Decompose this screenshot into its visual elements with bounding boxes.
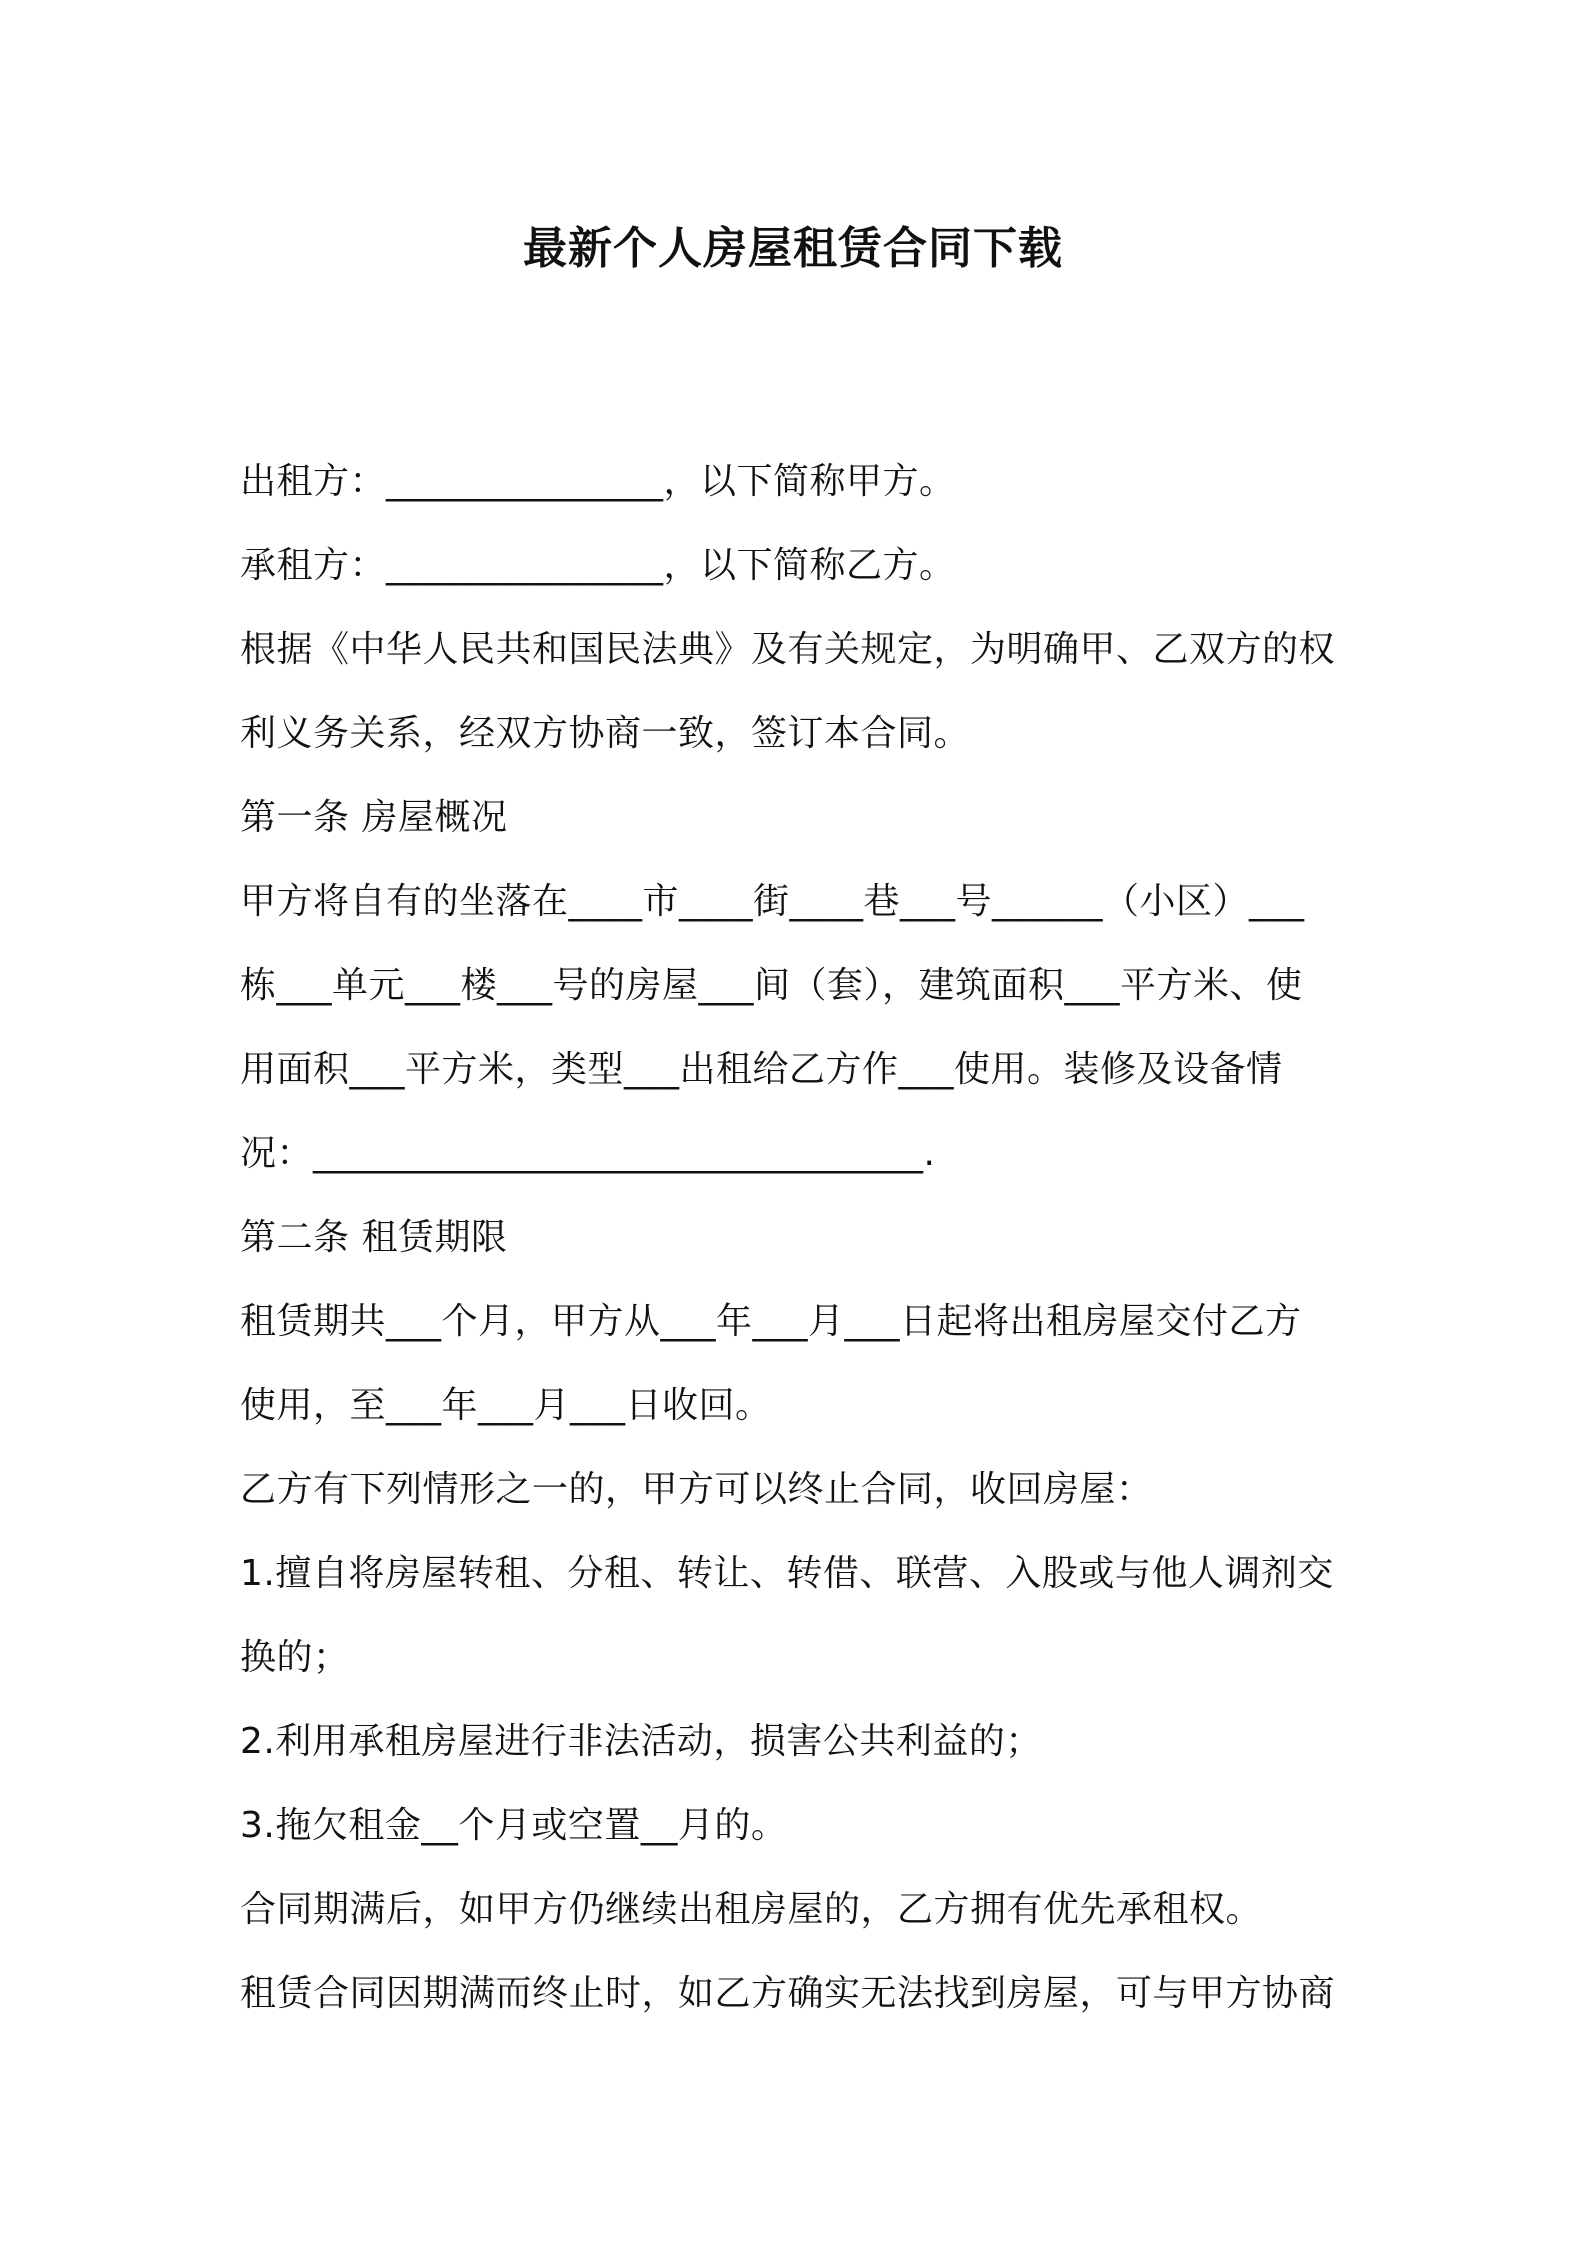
termination-item-3: 3.拖欠租金__个月或空置__月的。	[240, 1805, 788, 1846]
article-1-line-1: 甲方将自有的坐落在____市____街____巷___号______（小区）___	[240, 881, 1305, 922]
party-a-line: 出租方：_______________，以下简称甲方。	[240, 461, 956, 502]
preamble-line-1: 根据《中华人民共和国民法典》及有关规定，为明确甲、乙双方的权	[240, 629, 1336, 670]
article-2-line-1: 租赁期共___个月，甲方从___年___月___日起将出租房屋交付乙方	[240, 1301, 1302, 1342]
expiry-negotiation-line: 租赁合同因期满而终止时，如乙方确实无法找到房屋，可与甲方协商	[240, 1973, 1336, 2014]
renewal-priority-line: 合同期满后，如甲方仍继续出租房屋的，乙方拥有优先承租权。	[240, 1889, 1263, 1930]
termination-item-1-line-1: 1.擅自将房屋转租、分租、转让、转借、联营、入股或与他人调剂交	[240, 1553, 1334, 1594]
termination-item-2: 2.利用承租房屋进行非法活动，损害公共利益的；	[240, 1721, 1042, 1762]
article-1-heading: 第一条 房屋概况	[240, 797, 508, 838]
termination-intro: 乙方有下列情形之一的，甲方可以终止合同，收回房屋：	[240, 1469, 1153, 1510]
termination-item-1-line-2: 换的；	[240, 1637, 350, 1678]
document-body	[240, 440, 1360, 2036]
party-b-line: 承租方：_______________，以下简称乙方。	[240, 545, 956, 586]
article-1-line-3: 用面积___平方米，类型___出租给乙方作___使用。装修及设备情	[240, 1049, 1283, 1090]
preamble-line-2: 利义务关系，经双方协商一致，签订本合同。	[240, 713, 971, 754]
document-title: 最新个人房屋租赁合同下载	[523, 223, 1063, 274]
article-1-line-2: 栋___单元___楼___号的房屋___间（套），建筑面积___平方米、使	[240, 965, 1303, 1006]
article-1-line-4: 况：_________________________________.	[240, 1133, 936, 1174]
article-2-heading: 第二条 租赁期限	[240, 1217, 508, 1258]
article-2-line-2: 使用，至___年___月___日收回。	[240, 1385, 772, 1426]
